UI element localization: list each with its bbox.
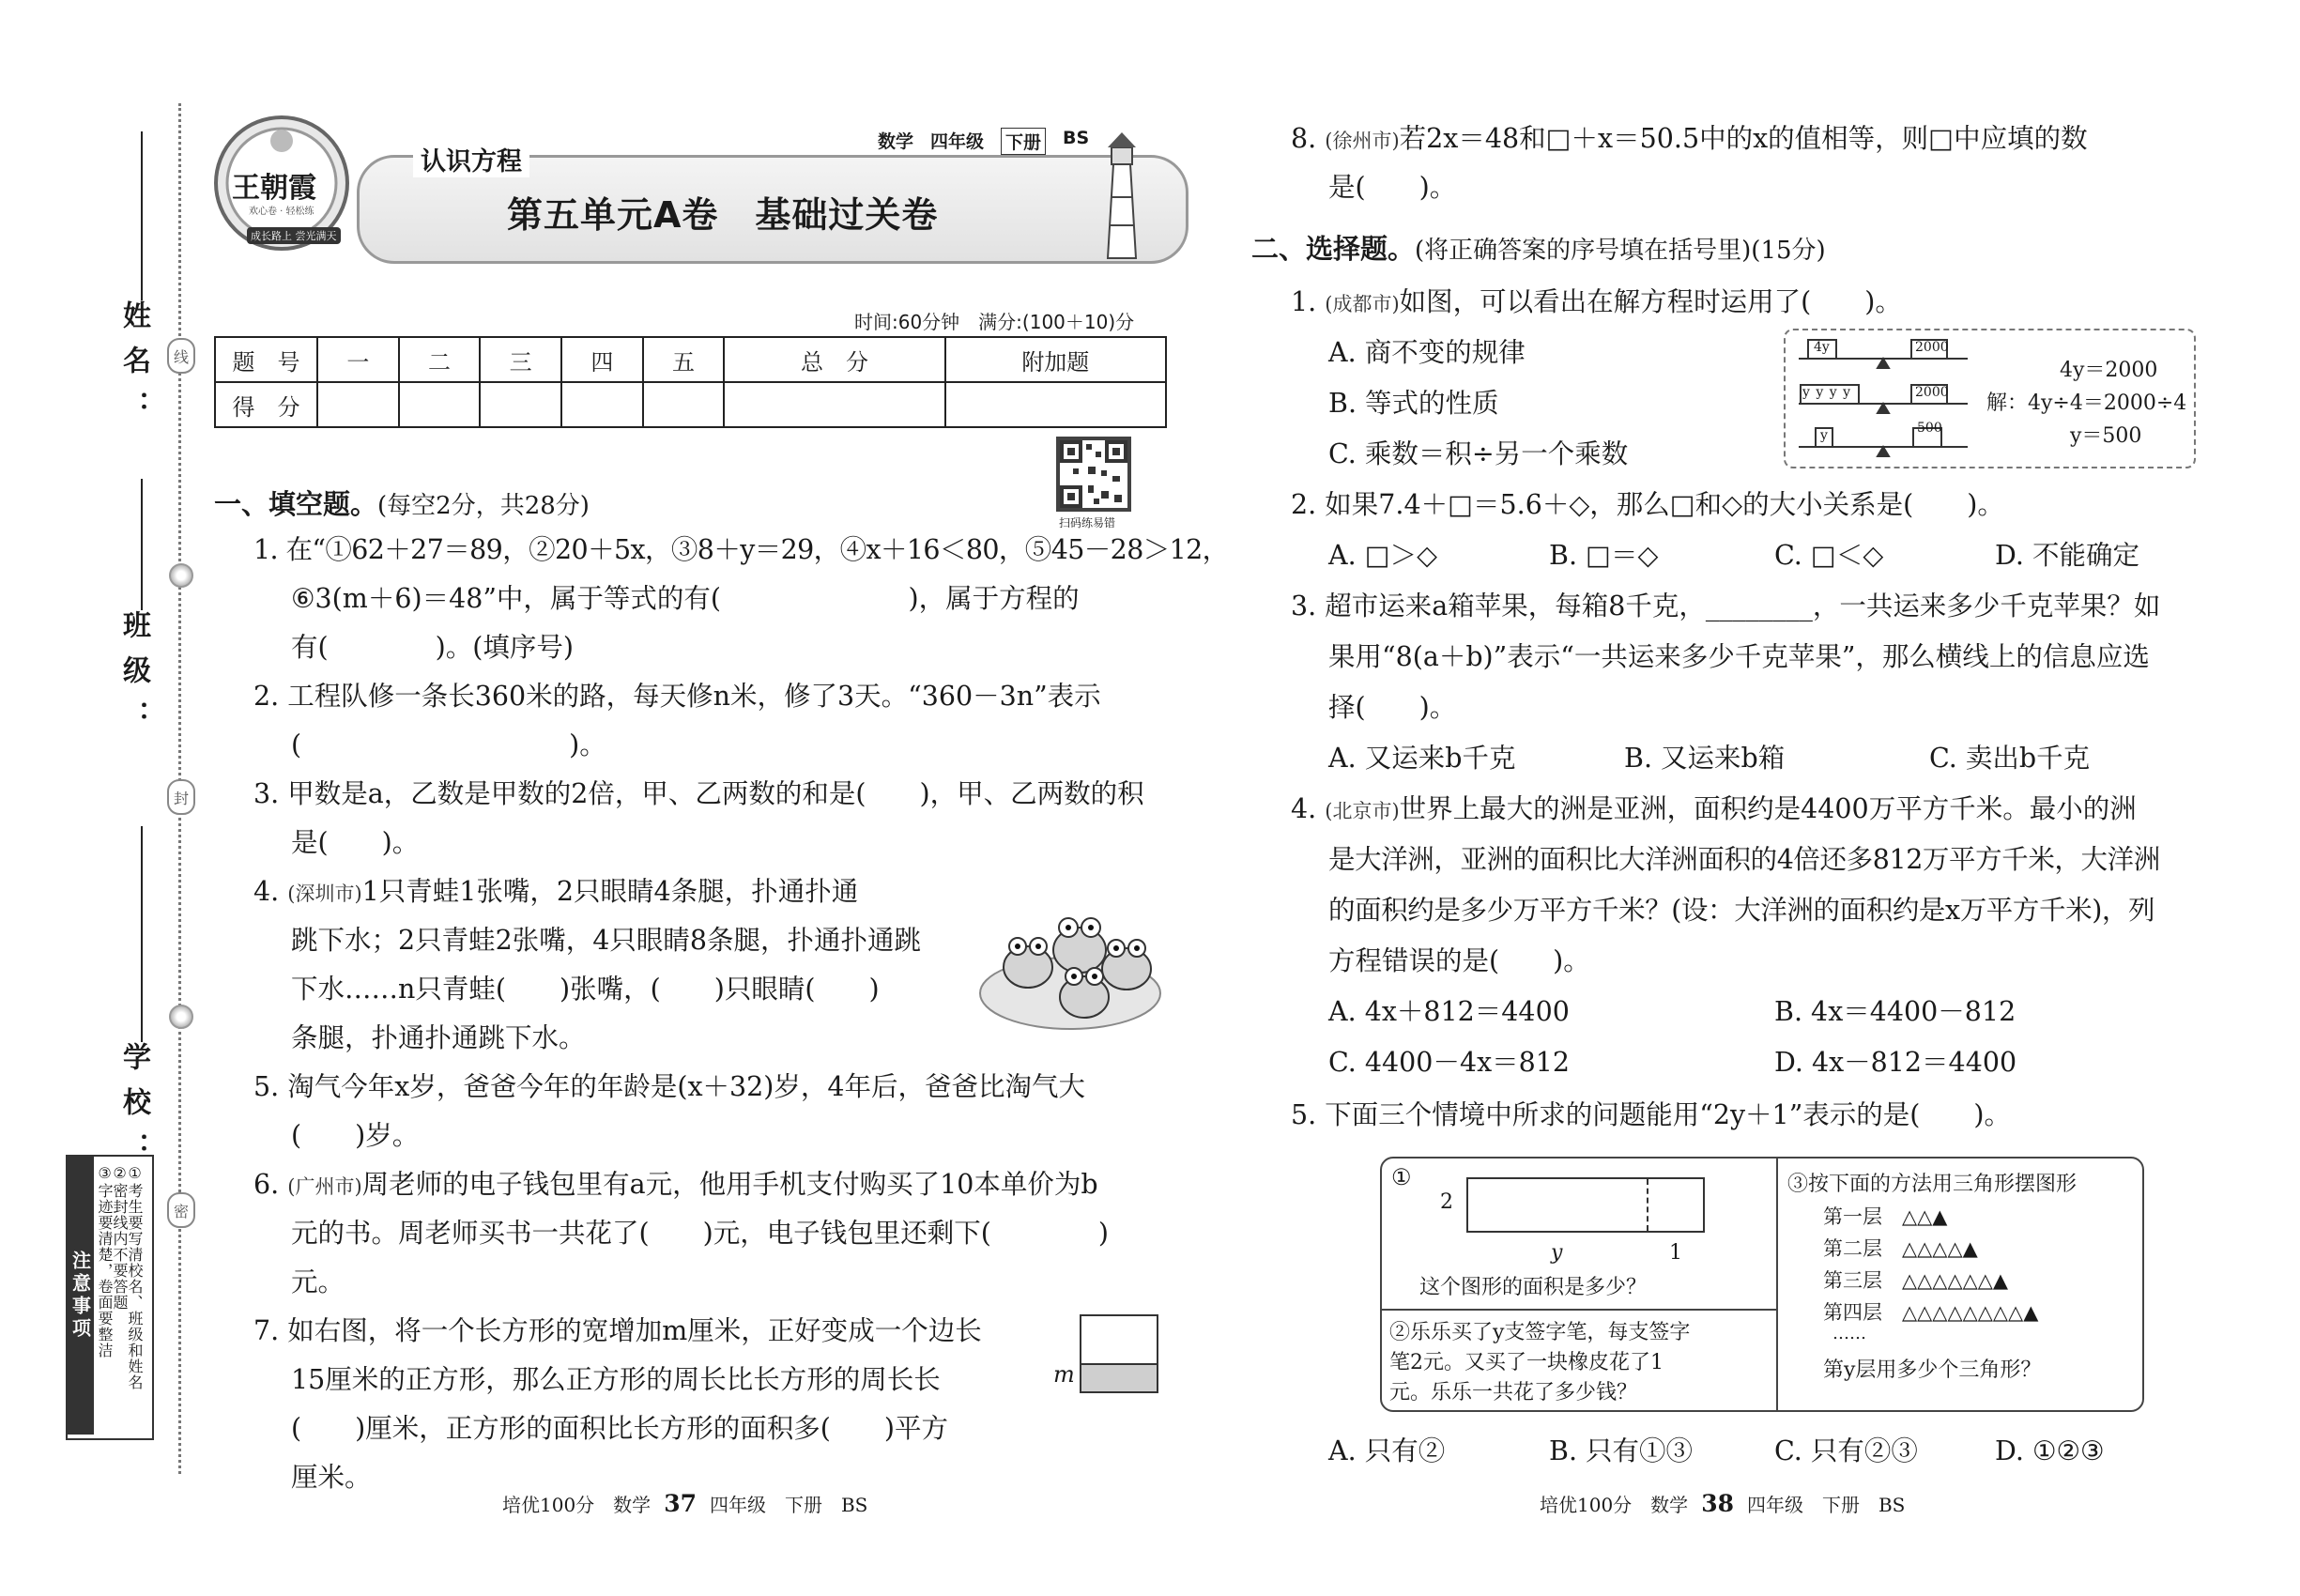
q6-line: 元的书。周老师买书一共花了( )元，电子钱包里还剩下( ) <box>291 1218 1109 1249</box>
scenario3-row-tri: △△△△▲ <box>1902 1237 1978 1260</box>
section2-note: (将正确答案的序号填在括号里)(15分) <box>1415 237 1826 265</box>
notes-item: ②密封线内不要答题 <box>111 1164 129 1311</box>
footer-right-a: 培优100分 数学 <box>1540 1494 1689 1516</box>
scenario3-row-tri: △△△△△△△△▲ <box>1902 1301 2039 1324</box>
balance-eq2: 解：4y÷4＝2000÷4 <box>1986 391 2187 415</box>
punch-hole <box>169 1005 193 1029</box>
q7-line: ( )厘米，正方形的面积比长方形的面积多( )平方 <box>291 1413 948 1444</box>
q8-line: 是( )。 <box>1328 172 1457 203</box>
q4-line: 条腿，扑通扑通跳下水。 <box>291 1022 586 1053</box>
scenario3-row-label: 第一层 <box>1823 1205 1882 1228</box>
cut-mark-mi: 密 <box>167 1192 195 1228</box>
q8-line: 8. (徐州市)若2x＝48和□＋x＝50.5中的x的值相等，则□中应填的数 <box>1291 123 2088 154</box>
footer-left-a: 培优100分 数学 <box>502 1494 652 1516</box>
q7-added-strip <box>1081 1363 1157 1391</box>
notes-item: ③字迹要清楚，卷面要整洁 <box>96 1164 114 1358</box>
s2-q1-city: (成都市) <box>1325 293 1400 315</box>
q6-text: 周老师的电子钱包里有a元，他用手机支付购买了10本单价为b <box>361 1169 1098 1200</box>
s2-q5-line: 5. 下面三个情境中所求的问题能用“2y＋1”表示的是( )。 <box>1291 1099 2011 1130</box>
s2-q4-line: 的面积约是多少万平方千米？(设：大洋洲的面积约是x万平方千米)，列 <box>1328 895 2155 926</box>
qr-label: 扫码练易错 <box>1059 516 1116 529</box>
score-cell[interactable] <box>643 382 725 427</box>
scenario3-row <box>1823 1202 1947 1230</box>
s2-q4-option: B. 4x＝4400－812 <box>1774 996 2016 1027</box>
score-cell[interactable] <box>724 382 944 427</box>
score-cell[interactable] <box>399 382 481 427</box>
scenario1-1: 1 <box>1669 1241 1682 1265</box>
s2-q2-option: A. □＞◇ <box>1328 540 1438 571</box>
frogs-illustration-icon <box>976 892 1164 1033</box>
score-header-cell: 四 <box>561 337 643 382</box>
section2-title: 二、选择题。 <box>1251 233 1416 265</box>
scenario3-row-label: 第三层 <box>1823 1269 1882 1292</box>
punch-hole <box>169 563 193 588</box>
binding-strip <box>56 113 197 1474</box>
section1-heading <box>214 483 590 522</box>
s2-q3-line: 择( )。 <box>1328 692 1457 723</box>
q3-line: 是( )。 <box>291 827 420 858</box>
s2-q3-option: C. 卖出b千克 <box>1929 743 2091 774</box>
meta-grade: 四年级 <box>930 131 985 152</box>
q4-line: 跳下水；2只青蛙2张嘴，4只眼睛8条腿，扑通扑通跳 <box>291 925 922 956</box>
score-header-cell: 二 <box>399 337 481 382</box>
q4-line: 4. (深圳市)1只青蛙1张嘴，2只眼睛4条腿，扑通扑通 <box>253 876 859 907</box>
q6-line: 元。 <box>291 1266 345 1297</box>
q7-line: 厘米。 <box>291 1462 372 1493</box>
s2-q5-option: A. 只有② <box>1328 1435 1446 1466</box>
q6-line: 6. (广州市)周老师的电子钱包里有a元，他用手机支付购买了10本单价为b <box>253 1169 1098 1200</box>
score-header-row <box>215 337 1166 382</box>
q3-line: 3. 甲数是a，乙数是甲数的2倍，甲、乙两数的和是( )，甲、乙两数的积 <box>253 778 1144 809</box>
balance-eq1: 4y＝2000 <box>2060 359 2158 382</box>
s2-q1-option: C. 乘数＝积÷另一个乘数 <box>1328 438 1629 469</box>
scenario-divider-v <box>1776 1159 1778 1410</box>
s2-q2-option: C. □＜◇ <box>1774 540 1884 571</box>
scenario-divider-h <box>1382 1309 1776 1311</box>
balance-w2b: 2000 <box>1915 385 1949 400</box>
school-line <box>141 826 143 1042</box>
footer-right <box>1540 1490 1905 1517</box>
section2-heading <box>1251 225 1826 275</box>
class-label: 班级： <box>117 610 150 745</box>
s2-q3-option: B. 又运来b箱 <box>1624 743 1786 774</box>
score-table <box>214 336 1167 428</box>
scenario3-row-label: 第四层 <box>1823 1301 1882 1324</box>
scenario2-line: 笔2元。又买了一块橡皮花了1 <box>1389 1351 1664 1374</box>
lighthouse-icon <box>1080 127 1164 268</box>
balance-figure <box>1784 329 2196 468</box>
cut-mark-xian: 线 <box>167 338 195 374</box>
meta-term: 下册 <box>1001 128 1046 155</box>
q1-line: 1. 在“①62＋27＝89，②20＋5x，③8＋y＝29，④x＋16＜80，⑤45－28＞12， <box>253 534 1229 565</box>
time-info: 时间:60分钟 满分:(100＋10)分 <box>854 311 1135 333</box>
balance-w3: y <box>1820 428 1828 443</box>
brand-name: 王朝霞 <box>232 172 316 205</box>
s2-q5-option: B. 只有①③ <box>1549 1435 1694 1466</box>
section1-note: (每空2分，共28分) <box>377 492 590 520</box>
score-header-cell: 题 号 <box>215 337 317 382</box>
school-label: 学校： <box>117 1042 150 1177</box>
s2-q4-option: A. 4x＋812＝4400 <box>1328 996 1570 1027</box>
qr-code[interactable] <box>1056 437 1131 512</box>
q1-line: ⑥3(m＋6)＝48”中，属于等式的有( )，属于方程的 <box>291 583 1080 614</box>
score-value-row <box>215 382 1166 427</box>
scenario1-dim2: 2 <box>1440 1190 1453 1214</box>
scenario-box <box>1380 1157 2144 1412</box>
scenario2-line: ②乐乐买了y支签字笔，每支签字 <box>1389 1321 1691 1344</box>
s2-q2-option: B. □＝◇ <box>1549 540 1659 571</box>
scenario3-row-tri: △△▲ <box>1902 1205 1948 1228</box>
topic-tag: 认识方程 <box>413 141 529 177</box>
s2-q3-line: 3. 超市运来a箱苹果，每箱8千克，________，一共运来多少千克苹果？如 <box>1291 591 2161 622</box>
scenario1-rect <box>1466 1177 1705 1233</box>
s2-q4-line: 是大洋洲，亚洲的面积比大洋洲面积的4倍还多812万平方千米，大洋洲 <box>1328 844 2160 875</box>
s2-q1-option: B. 等式的性质 <box>1328 388 1499 419</box>
s2-q2-line: 2. 如果7.4＋□＝5.6＋◇，那么□和◇的大小关系是( )。 <box>1291 489 2004 520</box>
q2-line: 2. 工程队修一条长360米的路，每天修n米，修了3天。“360－3n”表示 <box>253 681 1101 712</box>
footer-left-b: 四年级 下册 BS <box>709 1494 868 1516</box>
q6-city: (广州市) <box>287 1175 362 1198</box>
scenario3-dots: …… <box>1832 1324 1866 1343</box>
s2-q3-option: A. 又运来b千克 <box>1328 743 1516 774</box>
balance-w1: 4y <box>1814 340 1830 355</box>
s2-q4-option: D. 4x－812＝4400 <box>1774 1047 2017 1078</box>
scenario3-row-tri: △△△△△△▲ <box>1902 1269 2009 1292</box>
brand-logo <box>211 113 352 253</box>
s2-q4-line: 4. (北京市)世界上最大的洲是亚洲，面积约是4400万平方千米。最小的洲 <box>1291 793 2137 824</box>
score-header-cell: 五 <box>643 337 725 382</box>
s2-q4-line: 方程错误的是( )。 <box>1328 945 1590 976</box>
notes-title: 注意事项 <box>68 1157 94 1435</box>
q8-city: (徐州市) <box>1325 130 1400 152</box>
meta-subject: 数学 <box>878 131 914 152</box>
cut-mark-feng: 封 <box>167 779 195 815</box>
scenario3-row <box>1823 1297 2038 1326</box>
q7-figure <box>1080 1314 1158 1393</box>
balance-w2: 2000 <box>1915 340 1949 355</box>
q8-text: 若2x＝48和□＋x＝50.5中的x的值相等，则□中应填的数 <box>1399 123 2088 154</box>
q7-line: 7. 如右图，将一个长方形的宽增加m厘米，正好变成一个边长 <box>253 1315 982 1346</box>
brand-tiny: 欢心卷 · 轻松练 <box>249 207 314 217</box>
s2-q5-option: D. ①②③ <box>1995 1435 2105 1466</box>
s2-q4-text: 世界上最大的洲是亚洲，面积约是4400万平方千米。最小的洲 <box>1399 793 2137 824</box>
scenario1-y: y <box>1551 1241 1563 1265</box>
score-header-cell: 一 <box>317 337 399 382</box>
score-header-cell: 附加题 <box>945 337 1166 382</box>
s2-q4-option: C. 4400－4x＝812 <box>1328 1047 1571 1078</box>
footer-left <box>502 1490 867 1517</box>
notes-item: ①考生要写清校名、班级和姓名 <box>126 1164 144 1390</box>
q7-m-label: m <box>1053 1361 1075 1388</box>
s2-q3-line: 果用“8(a＋b)”表示“一共运来多少千克苹果”，那么横线上的信息应选 <box>1328 641 2150 672</box>
q5-line: 5. 淘气今年x岁，爸爸今年的年龄是(x＋32)岁，4年后，爸爸比淘气大 <box>253 1071 1086 1102</box>
scenario3-row <box>1823 1234 1978 1262</box>
balance-eq3: y＝500 <box>2070 424 2142 448</box>
q1-line: 有( )。(填序号) <box>291 632 574 663</box>
s2-q1-text: 如图，可以看出在解方程时运用了( )。 <box>1399 286 1902 317</box>
s2-q2-option: D. 不能确定 <box>1995 540 2139 571</box>
class-line <box>141 479 143 610</box>
s2-q4-city: (北京市) <box>1325 800 1400 822</box>
q4-city: (深圳市) <box>287 882 362 905</box>
s2-q1-option: A. 商不变的规律 <box>1328 337 1526 368</box>
q4-text: 1只青蛙1张嘴，2只眼睛4条腿，扑通扑通 <box>361 876 859 907</box>
scenario3-row-label: 第二层 <box>1823 1237 1882 1260</box>
score-header-cell: 三 <box>480 337 561 382</box>
scenario1-num: ① <box>1391 1164 1412 1190</box>
score-cell[interactable] <box>317 382 399 427</box>
q4-line: 下水……n只青蛙( )张嘴，( )只眼睛( ) <box>291 974 880 1005</box>
q7-line: 15厘米的正方形，那么正方形的周长比长方形的周长长 <box>291 1364 941 1395</box>
scenario1-question: 这个图形的面积是多少？ <box>1419 1276 1648 1299</box>
scenario2-line: 元。乐乐一共花了多少钱？ <box>1389 1381 1638 1404</box>
footer-right-b: 四年级 下册 BS <box>1746 1494 1906 1516</box>
s2-q1-line: 1. (成都市)如图，可以看出在解方程时运用了( )。 <box>1291 286 1902 317</box>
name-line <box>141 131 143 300</box>
score-cell[interactable] <box>480 382 561 427</box>
scenario1-split <box>1647 1179 1648 1231</box>
brand-slogan: 成长路上 尝光满天 <box>247 227 341 244</box>
score-cell[interactable] <box>561 382 643 427</box>
footer-left-page: 37 <box>664 1490 697 1517</box>
qr-icon <box>1060 440 1127 508</box>
score-header-cell: 总 分 <box>724 337 944 382</box>
meta-bar <box>878 128 1089 155</box>
s2-q5-option: C. 只有②③ <box>1774 1435 1918 1466</box>
name-label: 姓名： <box>117 300 150 436</box>
scenario3-title: ③按下面的方法用三角形摆图形 <box>1787 1173 2078 1196</box>
section1-title: 一、填空题。 <box>214 488 378 520</box>
notes-box <box>66 1155 154 1440</box>
balance-w4: 500 <box>1917 421 1942 436</box>
q5-line: ( )岁。 <box>291 1120 420 1151</box>
score-row-label: 得 分 <box>215 382 317 427</box>
score-cell[interactable] <box>945 382 1166 427</box>
page-title: 第五单元A卷 基础过关卷 <box>507 194 939 236</box>
footer-right-page: 38 <box>1701 1490 1734 1517</box>
q2-line: ( )。 <box>291 729 606 760</box>
balance-ys: y y y y <box>1802 385 1851 400</box>
meta-edition: BS <box>1063 128 1090 148</box>
scenario3-question: 第y层用多少个三角形？ <box>1823 1358 2042 1382</box>
scenario3-row <box>1823 1266 2008 1294</box>
